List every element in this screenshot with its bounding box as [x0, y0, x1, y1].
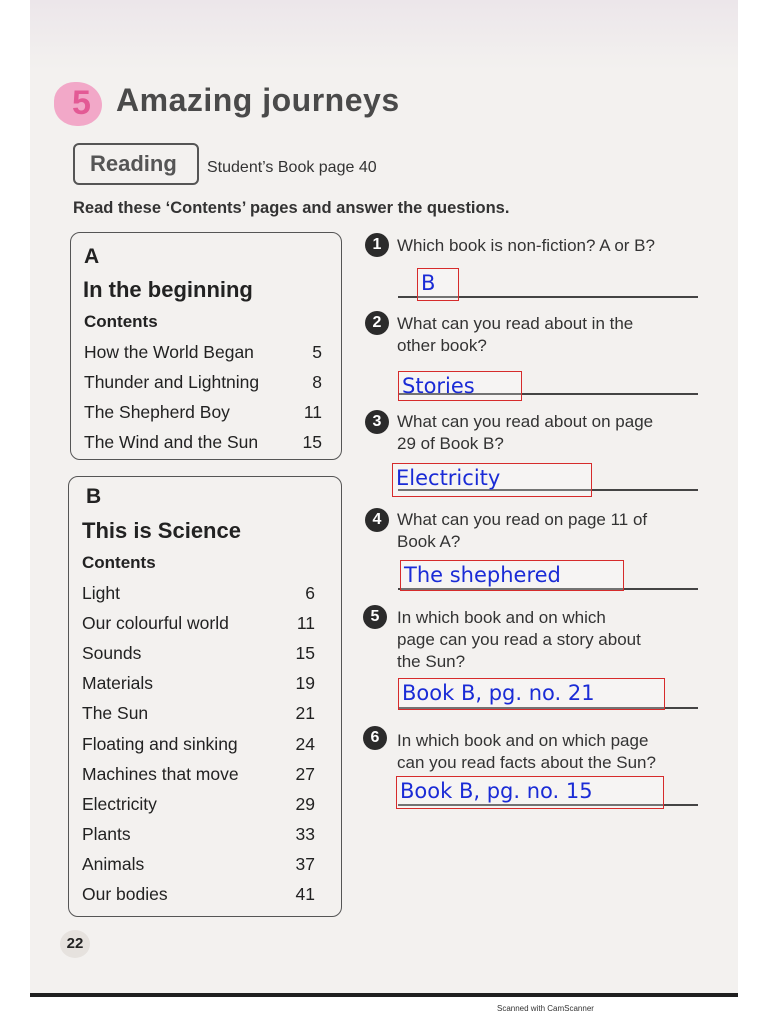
answer-6[interactable]: Book B, pg. no. 15 [396, 776, 664, 809]
question-number-2: 2 [365, 311, 389, 335]
answer-3[interactable]: Electricity [392, 463, 592, 497]
contents-item: The Sun [82, 703, 149, 723]
contents-page: 5 [312, 342, 322, 362]
question-1-text: Which book is non-fiction? A or B? [397, 236, 655, 255]
scan-watermark: Scanned with CamScanner [497, 1004, 594, 1013]
contents-page: 19 [295, 673, 315, 693]
contents-page: 15 [295, 643, 315, 663]
contents-item: Our colourful world [82, 613, 229, 633]
book-a-letter: A [84, 245, 100, 268]
contents-page: 27 [295, 764, 315, 784]
unit-number-badge [54, 82, 102, 126]
contents-item: Materials [82, 673, 153, 693]
contents-page: 33 [295, 824, 315, 844]
answer-4[interactable]: The shephered [400, 560, 624, 591]
answer-2[interactable]: Stories [398, 371, 522, 401]
page-top-shading [30, 0, 738, 70]
contents-item: Floating and sinking [82, 734, 238, 754]
contents-item: Our bodies [82, 884, 168, 904]
page-bottom-edge [30, 993, 738, 997]
book-a-title: In the beginning [83, 277, 253, 302]
book-b-letter: B [86, 485, 102, 508]
question-3-text: What can you read about on page 29 of Book B? [397, 412, 654, 453]
contents-item: Plants [82, 824, 131, 844]
contents-item: Animals [82, 854, 145, 874]
book-b-title: This is Science [82, 518, 241, 543]
contents-item: Electricity [82, 794, 157, 814]
contents-item: Thunder and Lightning [84, 372, 260, 392]
question-number-5: 5 [363, 605, 387, 629]
contents-page: 11 [296, 613, 315, 633]
question-2-text: What can you read about in the other book? [397, 314, 634, 355]
question-number-1: 1 [365, 233, 389, 257]
contents-item: How the World Began [84, 342, 254, 362]
contents-item: The Wind and the Sun [84, 432, 259, 452]
contents-page: 41 [295, 884, 315, 904]
unit-number: 5 [72, 84, 91, 122]
reading-label: Reading [73, 143, 199, 185]
answer-5[interactable]: Book B, pg. no. 21 [398, 678, 665, 710]
contents-item: Light [82, 583, 120, 603]
question-number-6: 6 [363, 726, 387, 750]
answer-1[interactable]: B [417, 268, 459, 301]
contents-page: 21 [295, 703, 315, 723]
contents-item: Sounds [82, 643, 142, 663]
students-book-page: Student’s Book page 40 [207, 159, 377, 176]
book-a-contents [70, 232, 342, 460]
contents-page: 37 [295, 854, 315, 874]
contents-page: 11 [303, 402, 322, 422]
book-a-contents-label: Contents [84, 312, 158, 331]
contents-page: 29 [295, 794, 315, 814]
contents-page: 24 [295, 734, 315, 754]
contents-page: 8 [312, 372, 322, 392]
page-number: 22 [60, 930, 90, 958]
question-number-4: 4 [365, 508, 389, 532]
contents-page: 6 [305, 583, 315, 603]
contents-page: 15 [302, 432, 322, 452]
contents-item: The Shepherd Boy [84, 402, 230, 422]
question-4-text: What can you read on page 11 of Book A? [397, 510, 648, 551]
question-6-text: In which book and on which page can you read facts about the Sun? [397, 731, 656, 772]
question-number-3: 3 [365, 410, 389, 434]
question-5-text: In which book and on which page can you read a story about the Sun? [397, 608, 641, 671]
book-b-contents [68, 476, 342, 917]
book-b-contents-label: Contents [82, 553, 156, 572]
unit-title: Amazing journeys [116, 82, 400, 118]
contents-item: Machines that move [82, 764, 239, 784]
instruction: Read these ‘Contents’ pages and answer the questions. [73, 199, 510, 217]
